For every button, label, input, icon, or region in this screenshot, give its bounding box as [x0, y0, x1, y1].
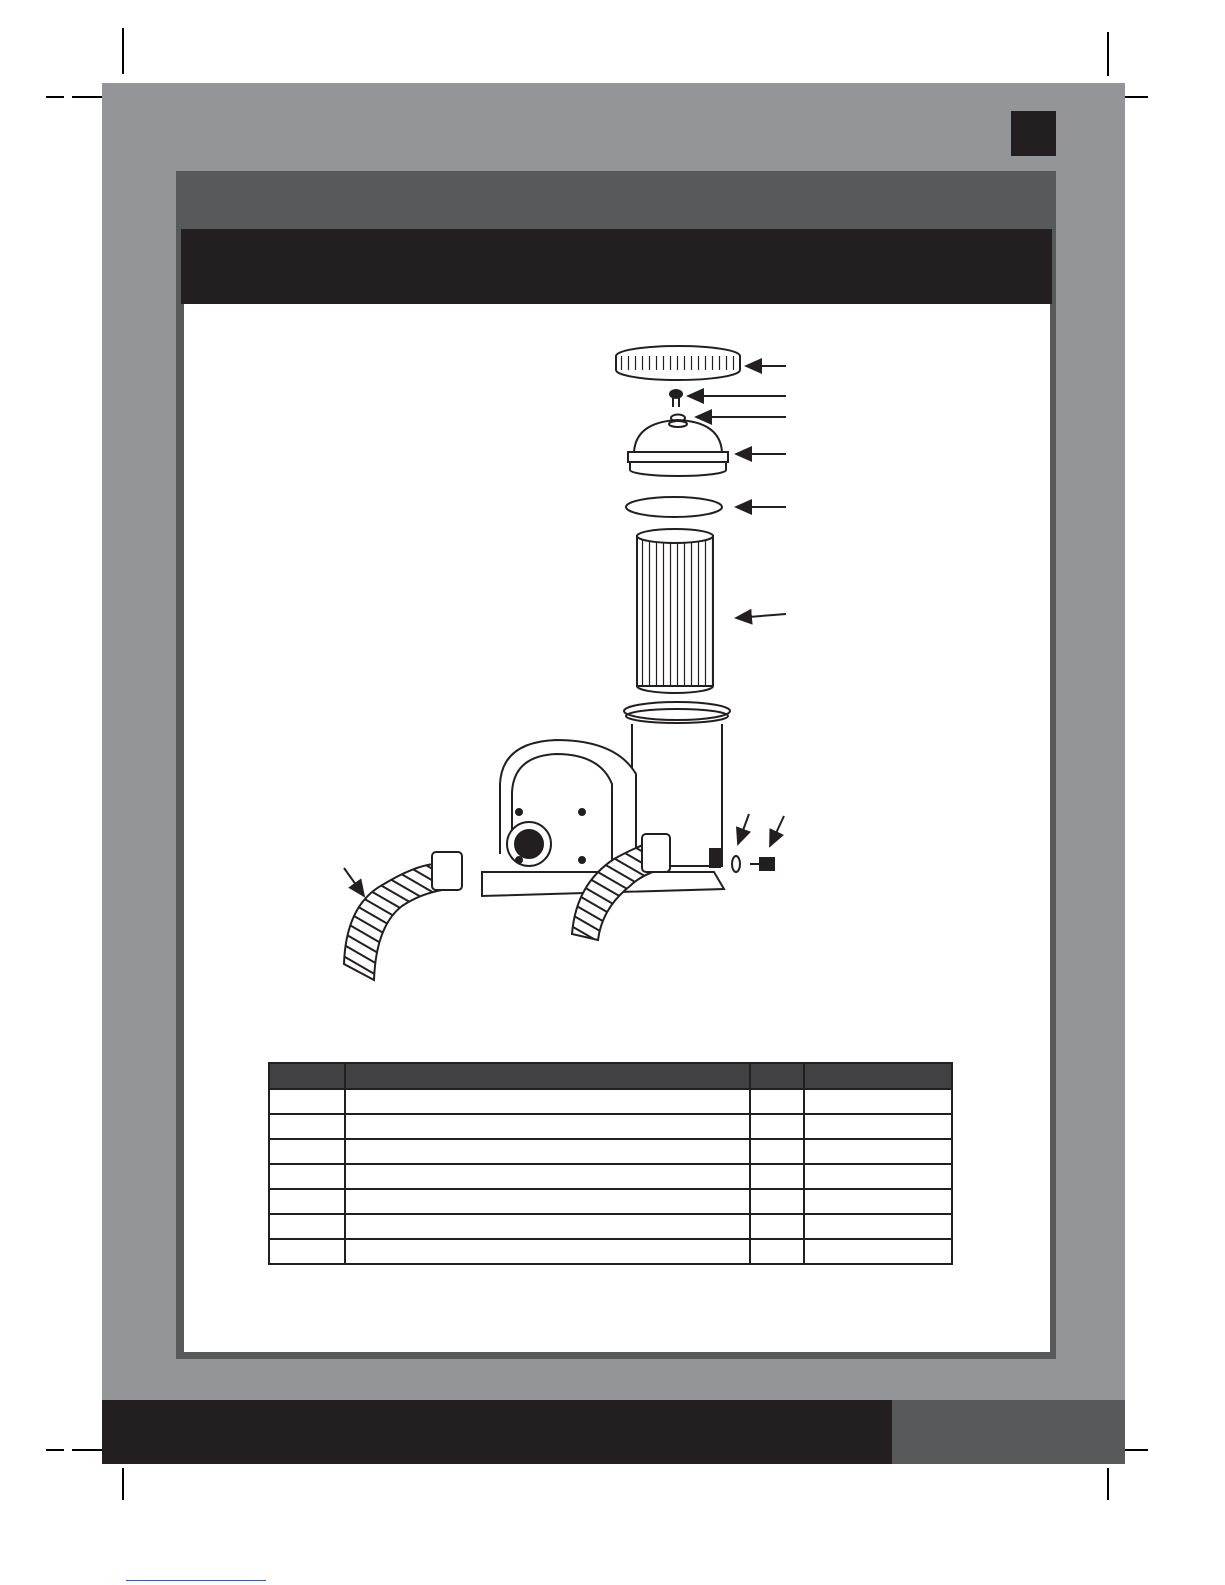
- table-cell: [804, 1189, 952, 1214]
- table-row: [269, 1164, 952, 1189]
- table-cell: [804, 1089, 952, 1114]
- section-header: [176, 171, 1056, 228]
- table-row: [269, 1189, 952, 1214]
- table-cell: [345, 1239, 750, 1264]
- table-cell: [269, 1139, 345, 1164]
- table-cell: [345, 1214, 750, 1239]
- table-cell: [269, 1114, 345, 1139]
- table-cell: [750, 1114, 804, 1139]
- parts-diagram: [184, 304, 1050, 1044]
- table-cell: [750, 1139, 804, 1164]
- table-cell: [345, 1089, 750, 1114]
- column-header: [750, 1063, 804, 1089]
- table-row: [269, 1089, 952, 1114]
- air-release-valve: [670, 390, 682, 407]
- hose-left: [344, 864, 442, 980]
- table-cell: [345, 1114, 750, 1139]
- crop-mark: [122, 28, 124, 74]
- table-row: [269, 1139, 952, 1164]
- drain-o-ring: [732, 856, 740, 872]
- table-cell: [269, 1189, 345, 1214]
- bottom-rule: [126, 1580, 266, 1581]
- large-o-ring: [626, 497, 722, 517]
- arrow-drain-plug: [770, 816, 784, 846]
- filter-housing: [624, 702, 730, 867]
- table-cell: [269, 1239, 345, 1264]
- arrow-drain-o-ring: [738, 814, 749, 844]
- table-cell: [804, 1139, 952, 1164]
- page-number-box: [1011, 111, 1056, 156]
- column-header: [804, 1063, 952, 1089]
- table-row: [269, 1214, 952, 1239]
- lock-ring: [616, 346, 740, 380]
- table-cell: [345, 1164, 750, 1189]
- table-row: [269, 1114, 952, 1139]
- pump-motor: [500, 740, 636, 866]
- table-cell: [804, 1239, 952, 1264]
- table-cell: [345, 1189, 750, 1214]
- title-bar: [181, 229, 1052, 304]
- strainer-cover: [628, 420, 728, 476]
- table-cell: [269, 1164, 345, 1189]
- parts-table: [268, 1062, 953, 1265]
- footer-bar: [102, 1400, 892, 1464]
- table-header-row: [269, 1063, 952, 1089]
- table-cell: [750, 1239, 804, 1264]
- drain-plug: [750, 858, 774, 870]
- arrow-hose: [344, 868, 364, 896]
- table-cell: [269, 1089, 345, 1114]
- arrow-cartridge: [736, 614, 786, 618]
- table-row: [269, 1239, 952, 1264]
- table-cell: [269, 1214, 345, 1239]
- table-cell: [750, 1164, 804, 1189]
- table-cell: [345, 1139, 750, 1164]
- table-cell: [750, 1214, 804, 1239]
- table-cell: [804, 1114, 952, 1139]
- table-cell: [804, 1214, 952, 1239]
- table-cell: [750, 1089, 804, 1114]
- footer-tab: [892, 1400, 1125, 1464]
- crop-mark: [1107, 1468, 1109, 1500]
- table-cell: [804, 1164, 952, 1189]
- crop-mark: [46, 96, 64, 98]
- crop-mark: [46, 1449, 64, 1451]
- filter-cartridge: [637, 529, 713, 693]
- table-cell: [750, 1189, 804, 1214]
- column-header: [269, 1063, 345, 1089]
- crop-mark: [122, 1468, 124, 1500]
- crop-mark: [1107, 32, 1109, 76]
- column-header: [345, 1063, 750, 1089]
